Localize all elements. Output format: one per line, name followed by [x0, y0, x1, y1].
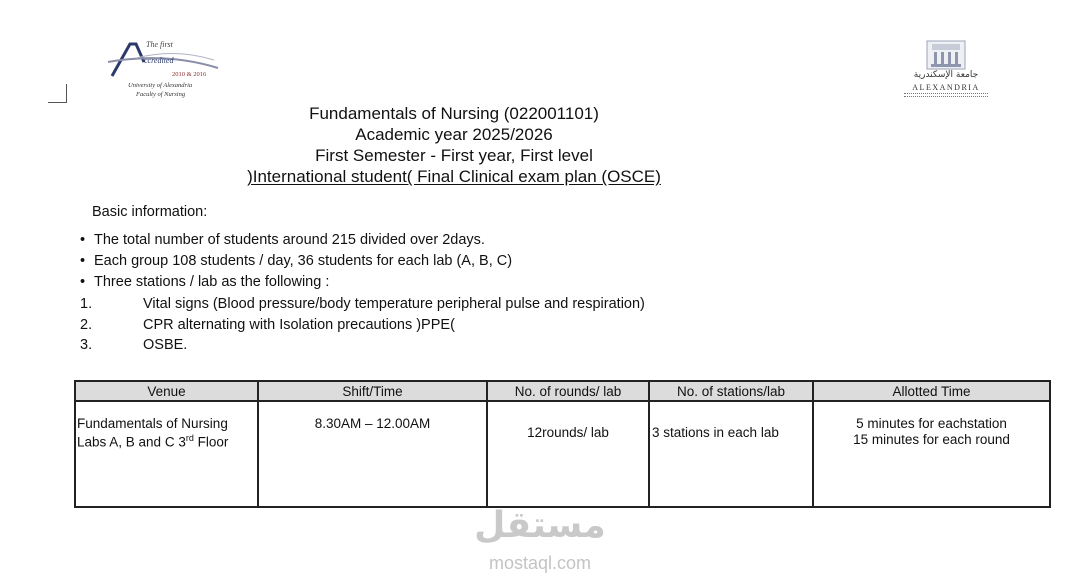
list-item	[80, 230, 512, 251]
venue-line-1: Fundamentals of Nursing	[77, 416, 228, 431]
university-arabic-name: جامعة الإسكندرية	[913, 70, 979, 80]
list-text: OSBE.	[143, 337, 188, 353]
logo-university: University of Alexandria	[128, 82, 193, 89]
header-allotted-time: Allotted Time	[813, 381, 1050, 401]
watermark	[465, 505, 615, 585]
list-text: Vital signs (Blood pressure/body temperature peripheral pulse and respiration)	[143, 296, 645, 312]
list-number: 1.	[80, 296, 93, 312]
bullet-icon: •	[80, 253, 86, 269]
header-stations: No. of stations/lab	[649, 381, 813, 401]
allotted-line-2: 15 minutes for each round	[853, 432, 1010, 447]
table-row	[75, 401, 1050, 507]
university-latin-name: ALEXANDRIA	[912, 83, 980, 92]
list-number: 2.	[80, 316, 93, 333]
accreditation-logo	[106, 38, 226, 102]
semester: First Semester - First year, First level	[315, 146, 593, 165]
bullet-icon: •	[80, 232, 86, 248]
university-logo	[900, 40, 992, 102]
logo-line-accredited: ccredited	[144, 56, 174, 65]
bullet-text: Each group 108 students / day, 36 students for each lab (A, B, C)	[94, 253, 513, 269]
bullet-text: The total number of students around 215 divided over 2days.	[94, 232, 485, 248]
list-text: CPR alternating with Isolation precautions )PPE(	[143, 316, 455, 333]
numbered-list	[80, 294, 645, 356]
cell-stations: 3 stations in each lab	[649, 401, 813, 507]
list-item	[80, 315, 645, 336]
bullet-text: Three stations / lab as the following :	[94, 274, 330, 290]
exam-plan-table	[74, 380, 1049, 508]
watermark-site: mostaql.com	[488, 553, 592, 573]
header-shift-time: Shift/Time	[258, 381, 487, 401]
list-number: 3.	[80, 337, 93, 353]
crop-mark	[48, 84, 67, 103]
university-crest-icon	[926, 40, 966, 70]
cell-allotted-time	[813, 401, 1050, 507]
logo-faculty: Faculty of Nursing	[136, 91, 186, 98]
exam-plan-title: )International student( Final Clinical exam plan (OSCE)	[247, 167, 661, 186]
list-item	[80, 294, 645, 315]
header-venue: Venue	[75, 381, 258, 401]
bullet-icon: •	[80, 274, 86, 290]
logo-rule	[904, 93, 988, 97]
table-header-row	[75, 381, 1050, 401]
bullet-list	[80, 230, 512, 293]
header-rounds: No. of rounds/ lab	[487, 381, 649, 401]
list-item	[80, 251, 512, 272]
cell-venue	[75, 401, 258, 507]
logo-line-first: The first	[146, 40, 173, 49]
venue-line-2: Labs A, B and C 3rd Floor	[77, 433, 229, 450]
list-item	[80, 335, 645, 356]
basic-info-heading: Basic information:	[92, 204, 208, 220]
allotted-line-1: 5 minutes for eachstation	[856, 416, 1007, 431]
cell-rounds: 12rounds/ lab	[487, 401, 649, 507]
document-title-block	[240, 103, 668, 187]
course-title: Fundamentals of Nursing (022001101)	[309, 104, 599, 123]
cell-shift-time: 8.30AM – 12.00AM	[258, 401, 487, 507]
list-item	[80, 272, 512, 293]
academic-year: Academic year 2025/2026	[355, 125, 553, 144]
logo-years: 2010 & 2016	[172, 71, 207, 78]
watermark-arabic: مستقل	[474, 505, 606, 546]
